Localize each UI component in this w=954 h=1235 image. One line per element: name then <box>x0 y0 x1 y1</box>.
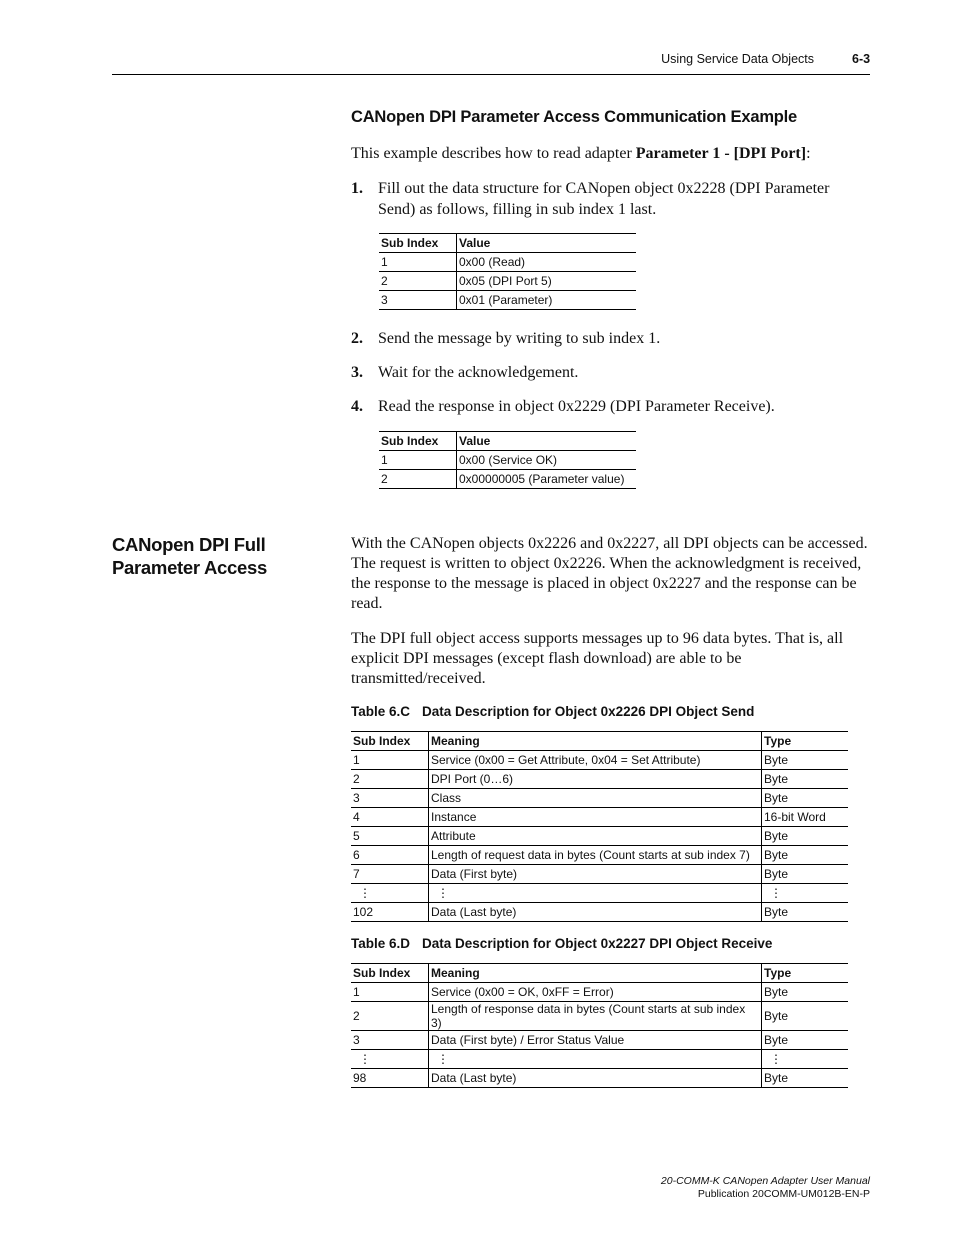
table-row <box>379 272 636 291</box>
step-2 <box>351 328 871 350</box>
cell-sub-index: 2 <box>351 770 429 789</box>
table-row <box>351 1002 848 1031</box>
cell-sub-index: 6 <box>351 846 429 865</box>
table-row <box>351 789 848 808</box>
cell-ellipsis: ⋮ <box>351 884 429 903</box>
col-header-sub-index: Sub Index <box>379 234 457 253</box>
table-header-row <box>379 234 636 253</box>
cell-sub-index: 3 <box>351 789 429 808</box>
step-text: Read the response in object 0x2229 (DPI Parameter Receive). <box>378 398 775 415</box>
cell-sub-index: 3 <box>351 1031 429 1050</box>
cell-ellipsis: ⋮ <box>351 1050 429 1069</box>
step-text: Send the message by writing to sub index 1. <box>378 330 661 347</box>
table-title: Data Description for Object 0x2226 DPI Object Send <box>422 704 755 719</box>
object-receive-table <box>351 963 848 1088</box>
table-row-ellipsis <box>351 884 848 903</box>
table-row <box>351 1031 848 1050</box>
footer-manual-title: 20-COMM-K CANopen Adapter User Manual <box>660 1175 870 1187</box>
cell-ellipsis: ⋮ <box>429 884 762 903</box>
table-row <box>351 1069 848 1088</box>
intro-parameter-name: Parameter 1 - [DPI Port] <box>635 145 807 162</box>
table-row <box>351 983 848 1002</box>
table-header-row <box>351 732 848 751</box>
cell-meaning: Class <box>429 789 762 808</box>
dpi-parameter-receive-table <box>379 431 636 489</box>
table-header-row <box>351 964 848 983</box>
table-row <box>351 865 848 884</box>
cell-type: Byte <box>762 903 849 922</box>
cell-sub-index: 5 <box>351 827 429 846</box>
cell-sub-index: 1 <box>379 451 457 470</box>
step-number: 1. <box>351 180 363 197</box>
dpi-parameter-send-table <box>379 233 636 310</box>
cell-type: Byte <box>762 1069 849 1088</box>
footer-publication: Publication 20COMM-UM012B-EN-P <box>697 1188 870 1200</box>
step-number: 4. <box>351 398 363 415</box>
section-heading-line: Parameter Access <box>112 557 267 578</box>
cell-ellipsis: ⋮ <box>762 1050 849 1069</box>
example-heading: CANopen DPI Parameter Access Communication Example <box>351 108 798 126</box>
running-header-title: Using Service Data Objects <box>661 52 814 66</box>
step-text: Wait for the acknowledgement. <box>378 364 579 381</box>
cell-value: 0x00 (Service OK) <box>457 451 637 470</box>
col-header-value: Value <box>457 432 637 451</box>
cell-sub-index: 4 <box>351 808 429 827</box>
cell-ellipsis: ⋮ <box>762 884 849 903</box>
table-label: Table 6.D <box>351 936 411 951</box>
cell-meaning: Instance <box>429 808 762 827</box>
cell-meaning: Length of request data in bytes (Count starts at sub index 7) <box>429 846 762 865</box>
col-header-sub-index: Sub Index <box>379 432 457 451</box>
table-row <box>351 751 848 770</box>
example-intro <box>351 144 871 164</box>
cell-sub-index: 3 <box>379 291 457 310</box>
col-header-meaning: Meaning <box>429 732 762 751</box>
cell-type: Byte <box>762 770 849 789</box>
col-header-sub-index: Sub Index <box>351 732 429 751</box>
table-row <box>351 827 848 846</box>
cell-meaning: Service (0x00 = OK, 0xFF = Error) <box>429 983 762 1002</box>
table-caption <box>351 704 754 719</box>
table-title: Data Description for Object 0x2227 DPI Object Receive <box>422 936 773 951</box>
cell-sub-index: 1 <box>351 983 429 1002</box>
cell-type: Byte <box>762 789 849 808</box>
cell-value: 0x05 (DPI Port 5) <box>457 272 637 291</box>
table-row <box>379 470 636 489</box>
cell-type: Byte <box>762 846 849 865</box>
table-row <box>351 903 848 922</box>
cell-type: Byte <box>762 1031 849 1050</box>
step-3 <box>351 362 871 384</box>
table-row <box>379 253 636 272</box>
cell-sub-index: 1 <box>379 253 457 272</box>
cell-value: 0x00 (Read) <box>457 253 637 272</box>
table-row <box>351 770 848 789</box>
col-header-meaning: Meaning <box>429 964 762 983</box>
cell-sub-index: 1 <box>351 751 429 770</box>
cell-meaning: Data (Last byte) <box>429 903 762 922</box>
cell-ellipsis: ⋮ <box>429 1050 762 1069</box>
table-header-row <box>379 432 636 451</box>
cell-type: Byte <box>762 865 849 884</box>
intro-text: This example describes how to read adapter <box>351 145 636 162</box>
step-number: 3. <box>351 364 363 381</box>
table-row <box>379 451 636 470</box>
cell-meaning: DPI Port (0…6) <box>429 770 762 789</box>
intro-suffix: : <box>806 145 811 162</box>
cell-sub-index: 2 <box>351 1002 429 1031</box>
object-send-table <box>351 731 848 922</box>
cell-sub-index: 102 <box>351 903 429 922</box>
cell-sub-index: 2 <box>379 470 457 489</box>
cell-meaning: Data (Last byte) <box>429 1069 762 1088</box>
table-row <box>351 808 848 827</box>
page-number: 6-3 <box>852 52 871 66</box>
col-header-type: Type <box>762 732 849 751</box>
table-caption <box>351 936 772 951</box>
table-row <box>379 291 636 310</box>
cell-sub-index: 2 <box>379 272 457 291</box>
step-4 <box>351 396 871 418</box>
cell-sub-index: 7 <box>351 865 429 884</box>
table-row <box>351 846 848 865</box>
cell-meaning: Attribute <box>429 827 762 846</box>
full-access-paragraph-2: The DPI full object access supports messages up to 96 data bytes. That is, all explicit DPI messages (except flash download) are able to be transmitted/received. <box>351 630 844 687</box>
col-header-type: Type <box>762 964 849 983</box>
section-heading-line: CANopen DPI Full <box>112 534 266 555</box>
cell-meaning: Data (First byte) / Error Status Value <box>429 1031 762 1050</box>
table-row-ellipsis <box>351 1050 848 1069</box>
cell-value: 0x01 (Parameter) <box>457 291 637 310</box>
cell-value: 0x00000005 (Parameter value) <box>457 470 637 489</box>
cell-type: Byte <box>762 1002 849 1031</box>
full-access-paragraph-1: With the CANopen objects 0x2226 and 0x2227, all DPI objects can be accessed. The request is written to object 0x2226. When the acknowledgment is received, the response to the message is placed in object 0x2227 and the response can be read. <box>351 535 868 612</box>
cell-sub-index: 98 <box>351 1069 429 1088</box>
step-text: Fill out the data structure for CANopen object 0x2228 (DPI Parameter Send) as follows, filling in sub index 1 last. <box>378 180 830 218</box>
cell-type: 16-bit Word <box>762 808 849 827</box>
cell-type: Byte <box>762 827 849 846</box>
col-header-value: Value <box>457 234 637 253</box>
table-label: Table 6.C <box>351 704 411 719</box>
cell-meaning: Data (First byte) <box>429 865 762 884</box>
page-footer <box>470 1175 870 1201</box>
cell-meaning: Length of response data in bytes (Count starts at sub index 3) <box>429 1002 762 1031</box>
step-number: 2. <box>351 330 363 347</box>
col-header-sub-index: Sub Index <box>351 964 429 983</box>
section-heading <box>112 533 312 579</box>
cell-type: Byte <box>762 751 849 770</box>
step-1 <box>351 178 871 222</box>
cell-meaning: Service (0x00 = Get Attribute, 0x04 = Set Attribute) <box>429 751 762 770</box>
cell-type: Byte <box>762 983 849 1002</box>
header-divider <box>112 74 870 75</box>
